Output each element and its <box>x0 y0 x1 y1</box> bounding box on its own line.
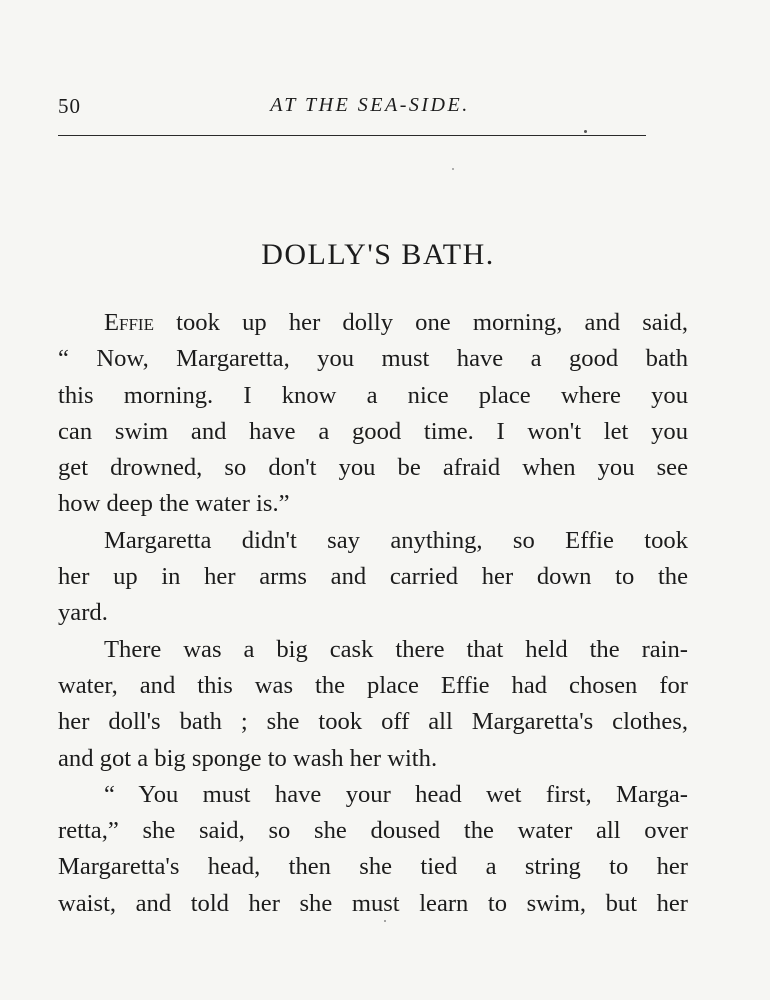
running-title: AT THE SEA-SIDE. <box>270 94 470 116</box>
paper-speck <box>452 168 454 170</box>
text-line: her doll's bath ; she took off all Margaretta's clothes, <box>58 708 688 736</box>
text-line <box>58 305 688 341</box>
text-line: There was a big cask there that held the rain- <box>104 635 688 663</box>
text-line: get drowned, so don't you be afraid when you see <box>58 454 688 482</box>
paper-speck <box>384 920 386 922</box>
text-line: this morning. I know a nice place where you <box>58 381 688 409</box>
header-rule <box>58 135 646 136</box>
text-line: “ Now, Margaretta, you must have a good bath <box>58 345 688 373</box>
running-head <box>58 94 646 124</box>
text-line: water, and this was the place Effie had chosen for <box>58 671 688 699</box>
text-line: yard. <box>58 599 108 627</box>
text-line: retta,” she said, so she doused the water all over <box>58 817 688 845</box>
text-line: and got a big sponge to wash her with. <box>58 744 438 772</box>
text-line: how deep the water is.” <box>58 490 290 518</box>
lead-word: Effie <box>104 309 154 336</box>
text-line: waist, and told her she must learn to swim, but her <box>58 889 688 917</box>
body-text <box>58 305 688 922</box>
text-line: “ You must have your head wet first, Marga- <box>104 780 688 808</box>
text-line: Margaretta's head, then she tied a string to her <box>58 853 688 881</box>
text-line: can swim and have a good time. I won't let you <box>58 417 688 445</box>
chapter-title: DOLLY'S BATH. <box>261 238 495 271</box>
text-line: her up in her arms and carried her down to the <box>58 563 688 591</box>
line-text: took up her dolly one morning, and said, <box>176 309 688 336</box>
paper-speck <box>584 130 587 133</box>
text-line: Margaretta didn't say anything, so Effie took <box>104 526 688 554</box>
page-number: 50 <box>58 94 81 118</box>
